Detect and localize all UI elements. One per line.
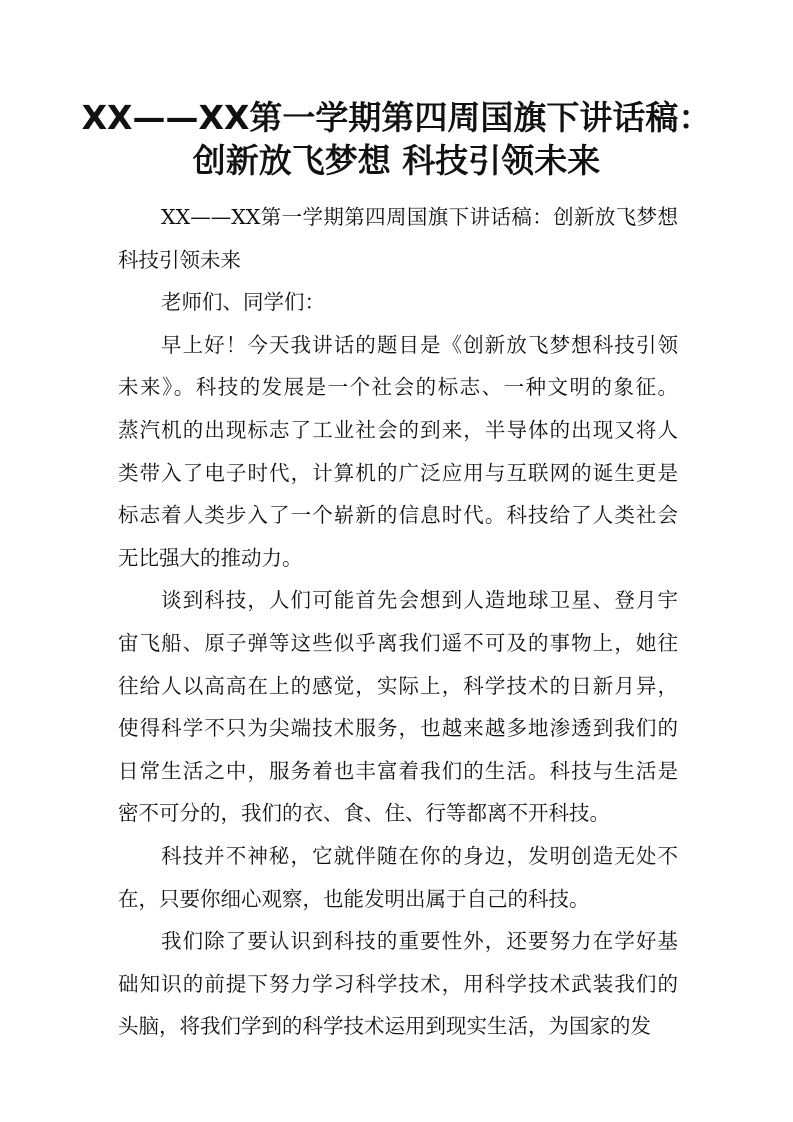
paragraph-line: 蒸汽机的出现标志了工业社会的到来，半导体的出现又将人 [118,417,678,442]
paragraph-line: 未来》。科技的发展是一个社会的标志、一种文明的象征。 [118,375,678,400]
paragraph-line: 往给人以高高在上的感觉，实际上，科学技术的日新月异， [118,673,678,698]
paragraph-line: 础知识的前提下努力学习科学技术，用科学技术武装我们的 [118,971,678,996]
paragraph [118,579,678,835]
paragraph-line: 使得科学不只为尖端技术服务，也越来越多地渗透到我们的 [118,716,678,741]
paragraph-line: 标志着人类步入了一个崭新的信息时代。科技给了人类社会 [118,503,678,528]
paragraph-line: 老师们、同学们： [161,290,325,315]
paragraph-line: 无比强大的推动力。 [118,545,303,570]
paragraph [118,281,678,324]
paragraph-line: 类带入了电子时代，计算机的广泛应用与互联网的诞生更是 [118,460,678,485]
paragraph [118,196,678,281]
document-title-line-2: 创新放飞梦想 科技引领未来 [192,141,601,180]
paragraph-line: 宙飞船、原子弹等这些似乎离我们遥不可及的事物上，她往 [118,630,678,655]
paragraph-line: 谈到科技，人们可能首先会想到人造地球卫星、登月宇 [161,588,678,613]
document-title-line-1: XX——XX第一学期第四周国旗下讲话稿： [81,98,712,137]
paragraph-line: 密不可分的，我们的衣、食、住、行等都离不开科技。 [118,801,610,826]
paragraph-line: 头脑，将我们学到的科学技术运用到现实生活，为国家的发 [118,1014,651,1039]
paragraph [118,324,678,580]
paragraph-line: XX——XX第一学期第四周国旗下讲话稿：创新放飞梦想 [161,205,678,229]
document-body [118,196,678,1048]
paragraph [118,835,678,920]
paragraph-line: 科技引领未来 [118,247,241,272]
paragraph [118,920,678,1048]
paragraph-line: 在，只要你细心观察，也能发明出属于自己的科技。 [118,886,590,911]
paragraph-line: 日常生活之中，服务着也丰富着我们的生活。科技与生活是 [118,758,678,783]
paragraph-line: 早上好！今天我讲话的题目是《创新放飞梦想科技引领 [161,332,678,357]
paragraph-line: 我们除了要认识到科技的重要性外，还要努力在学好基 [161,929,678,954]
paragraph-line: 科技并不神秘，它就伴随在你的身边，发明创造无处不 [161,843,678,868]
